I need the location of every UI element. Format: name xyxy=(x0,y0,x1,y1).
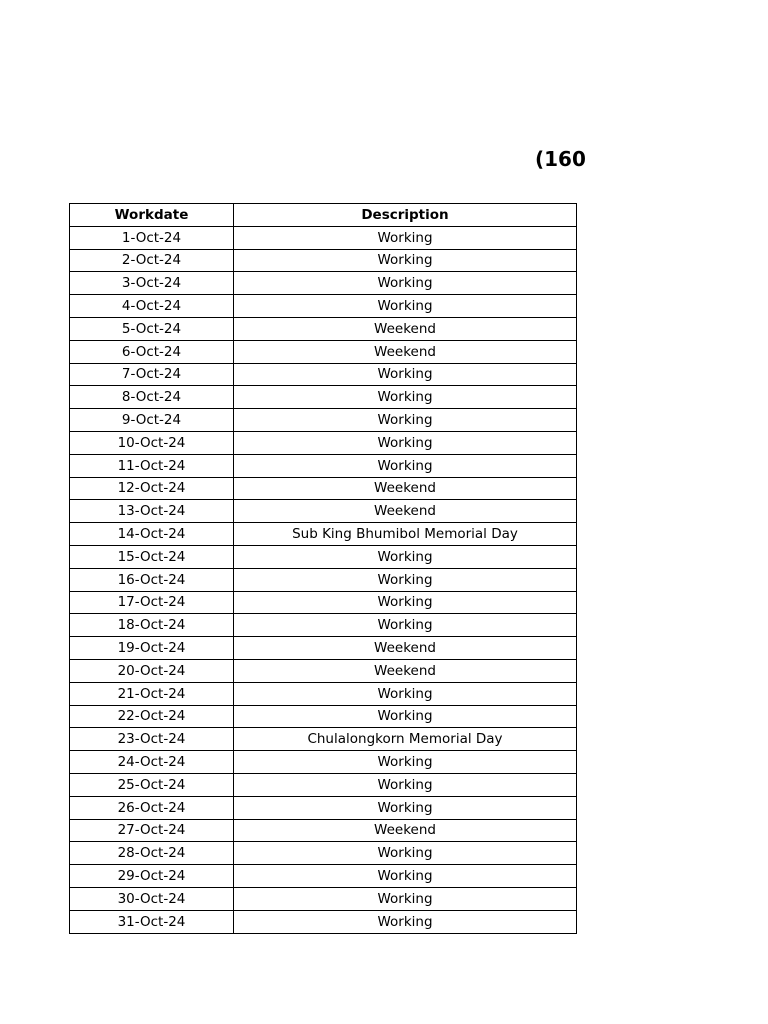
description-cell: Working xyxy=(234,545,577,568)
workdate-cell: 8-Oct-24 xyxy=(70,386,234,409)
workdate-cell: 28-Oct-24 xyxy=(70,842,234,865)
table-row xyxy=(70,887,577,910)
table-row xyxy=(70,363,577,386)
workdate-cell: 6-Oct-24 xyxy=(70,340,234,363)
workdate-cell: 19-Oct-24 xyxy=(70,637,234,660)
table-row xyxy=(70,910,577,933)
table-row xyxy=(70,728,577,751)
table-row xyxy=(70,705,577,728)
workdate-cell: 9-Oct-24 xyxy=(70,409,234,432)
title-area xyxy=(69,144,586,176)
table-row xyxy=(70,614,577,637)
description-cell: Working xyxy=(234,249,577,272)
description-cell: Weekend xyxy=(234,340,577,363)
description-cell: Working xyxy=(234,568,577,591)
description-cell: Working xyxy=(234,682,577,705)
workdate-cell: 25-Oct-24 xyxy=(70,773,234,796)
description-cell: Weekend xyxy=(234,819,577,842)
table-row xyxy=(70,842,577,865)
workdate-cell: 13-Oct-24 xyxy=(70,500,234,523)
table-row xyxy=(70,226,577,249)
description-cell: Working xyxy=(234,614,577,637)
description-cell: Working xyxy=(234,865,577,888)
workdate-cell: 15-Oct-24 xyxy=(70,545,234,568)
workdate-cell: 18-Oct-24 xyxy=(70,614,234,637)
description-cell: Working xyxy=(234,386,577,409)
table-row xyxy=(70,477,577,500)
table-row xyxy=(70,500,577,523)
table-row xyxy=(70,773,577,796)
table-row xyxy=(70,682,577,705)
description-cell: Weekend xyxy=(234,477,577,500)
table-row xyxy=(70,409,577,432)
description-cell: Working xyxy=(234,751,577,774)
workdate-cell: 20-Oct-24 xyxy=(70,659,234,682)
table-row xyxy=(70,317,577,340)
workdate-cell: 2-Oct-24 xyxy=(70,249,234,272)
description-cell: Working xyxy=(234,842,577,865)
column-header-workdate: Workdate xyxy=(70,204,234,227)
workdate-cell: 11-Oct-24 xyxy=(70,454,234,477)
workdate-cell: 30-Oct-24 xyxy=(70,887,234,910)
table-row xyxy=(70,591,577,614)
workdate-cell: 17-Oct-24 xyxy=(70,591,234,614)
workdate-cell: 12-Oct-24 xyxy=(70,477,234,500)
workdate-cell: 26-Oct-24 xyxy=(70,796,234,819)
table-row xyxy=(70,751,577,774)
description-cell: Chulalongkorn Memorial Day xyxy=(234,728,577,751)
workdate-cell: 22-Oct-24 xyxy=(70,705,234,728)
workdate-table xyxy=(69,203,577,934)
workdate-cell: 7-Oct-24 xyxy=(70,363,234,386)
workdate-cell: 16-Oct-24 xyxy=(70,568,234,591)
workdate-cell: 5-Oct-24 xyxy=(70,317,234,340)
table-row xyxy=(70,659,577,682)
table-row xyxy=(70,454,577,477)
table-row xyxy=(70,340,577,363)
table-row xyxy=(70,295,577,318)
description-cell: Working xyxy=(234,910,577,933)
workdate-cell: 1-Oct-24 xyxy=(70,226,234,249)
table-row xyxy=(70,637,577,660)
description-cell: Working xyxy=(234,363,577,386)
description-cell: Working xyxy=(234,226,577,249)
description-cell: Working xyxy=(234,773,577,796)
table-row xyxy=(70,386,577,409)
description-cell: Working xyxy=(234,705,577,728)
description-cell: Working xyxy=(234,431,577,454)
table-row xyxy=(70,545,577,568)
table-row xyxy=(70,568,577,591)
description-cell: Weekend xyxy=(234,317,577,340)
description-cell: Weekend xyxy=(234,659,577,682)
table-row xyxy=(70,796,577,819)
table-row xyxy=(70,431,577,454)
description-cell: Working xyxy=(234,454,577,477)
workdate-cell: 31-Oct-24 xyxy=(70,910,234,933)
description-cell: Working xyxy=(234,409,577,432)
column-header-description: Description xyxy=(234,204,577,227)
description-cell: Working xyxy=(234,295,577,318)
description-cell: Working xyxy=(234,796,577,819)
workdate-cell: 29-Oct-24 xyxy=(70,865,234,888)
workdate-cell: 3-Oct-24 xyxy=(70,272,234,295)
table-row xyxy=(70,819,577,842)
table-body xyxy=(70,226,577,933)
description-cell: Sub King Bhumibol Memorial Day xyxy=(234,523,577,546)
description-cell: Weekend xyxy=(234,637,577,660)
description-cell: Working xyxy=(234,887,577,910)
table-header-row xyxy=(70,204,577,227)
workdate-cell: 23-Oct-24 xyxy=(70,728,234,751)
description-cell: Weekend xyxy=(234,500,577,523)
table-row xyxy=(70,865,577,888)
workdate-cell: 21-Oct-24 xyxy=(70,682,234,705)
workdate-cell: 4-Oct-24 xyxy=(70,295,234,318)
workdate-cell: 10-Oct-24 xyxy=(70,431,234,454)
table-row xyxy=(70,272,577,295)
page-title: (160 xyxy=(535,147,586,171)
table-row xyxy=(70,523,577,546)
workdate-cell: 24-Oct-24 xyxy=(70,751,234,774)
description-cell: Working xyxy=(234,272,577,295)
workdate-cell: 27-Oct-24 xyxy=(70,819,234,842)
table-row xyxy=(70,249,577,272)
workdate-cell: 14-Oct-24 xyxy=(70,523,234,546)
description-cell: Working xyxy=(234,591,577,614)
